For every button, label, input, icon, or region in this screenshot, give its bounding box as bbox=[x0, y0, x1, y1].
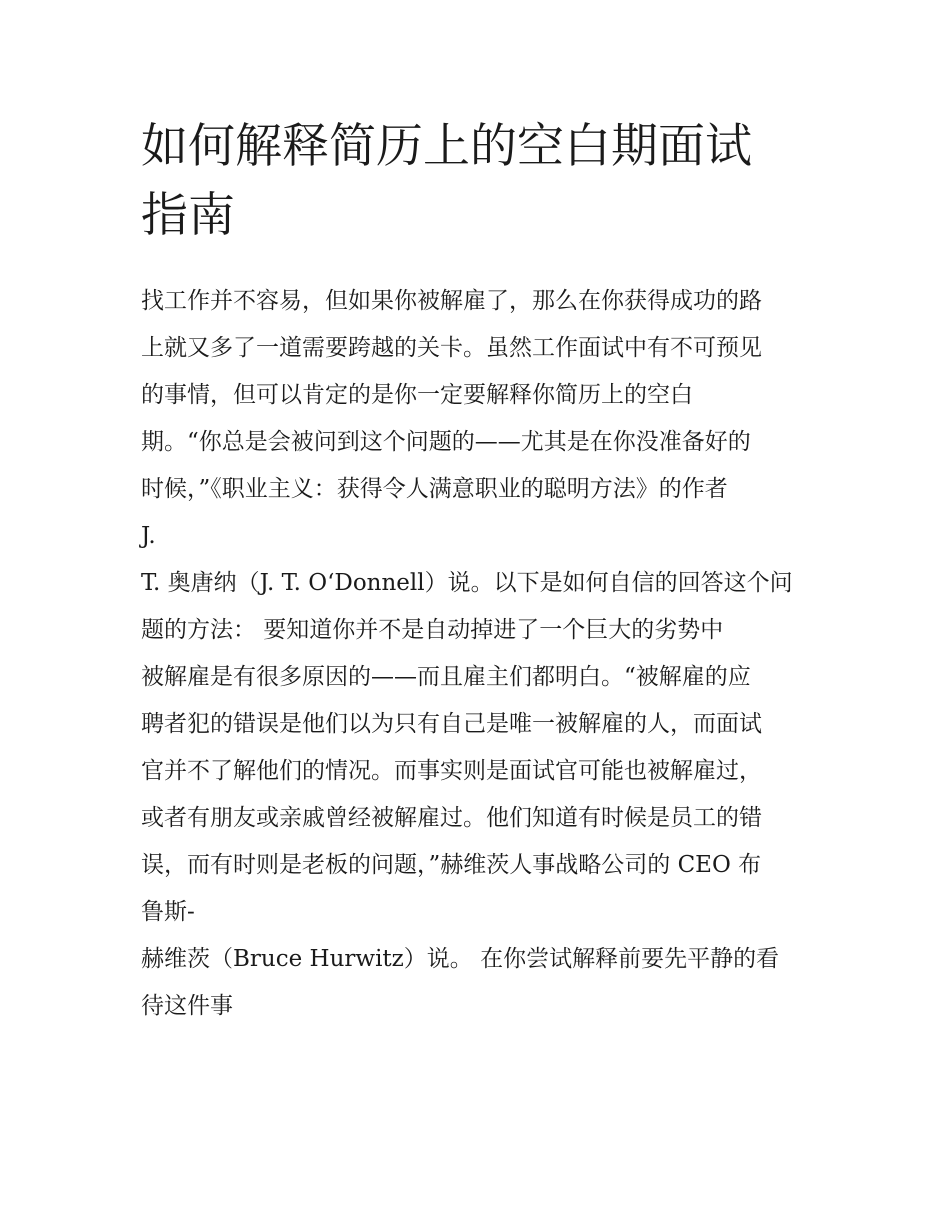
body-line: 聘者犯的错误是他们以为只有自己是唯一被解雇的人，而面试 bbox=[141, 711, 762, 737]
body-line: 官并不了解他们的情况。而事实则是面试官可能也被解雇过， bbox=[141, 758, 762, 784]
body-line: T. 奥唐纳（J. T. O‘Donnell）说。以下是如何自信的回答这个问 bbox=[141, 570, 793, 596]
body-line: 的事情，但可以肯定的是你一定要解释你简历上的空白 bbox=[141, 382, 693, 408]
body-line: 赫维茨（Bruce Hurwitz）说。 在你尝试解释前要先平静的看 bbox=[141, 946, 780, 972]
title-line: 指南 bbox=[141, 188, 235, 243]
body-line: 或者有朋友或亲戚曾经被解雇过。他们知道有时候是员工的错 bbox=[141, 805, 762, 831]
body-line: 上就又多了一道需要跨越的关卡。虽然工作面试中有不可预见 bbox=[141, 335, 762, 361]
body-line: 期。“你总是会被问到这个问题的——尤其是在你没准备好的 bbox=[141, 429, 751, 455]
body-line: 时候，”《职业主义：获得令人满意职业的聪明方法》的作者 bbox=[141, 476, 728, 502]
document-body bbox=[141, 278, 841, 1030]
body-line: 鲁斯- bbox=[141, 899, 195, 925]
body-line: J. bbox=[141, 523, 156, 549]
document-title bbox=[141, 112, 821, 250]
body-line: 误，而有时则是老板的问题，”赫维茨人事战略公司的 CEO 布 bbox=[141, 852, 762, 878]
body-line: 被解雇是有很多原因的——而且雇主们都明白。“被解雇的应 bbox=[141, 664, 751, 690]
body-line: 待这件事 bbox=[141, 993, 233, 1019]
body-line: 题的方法： 要知道你并不是自动掉进了一个巨大的劣势中 bbox=[141, 617, 724, 643]
body-line: 找工作并不容易，但如果你被解雇了，那么在你获得成功的路 bbox=[141, 288, 762, 314]
title-line: 如何解释简历上的空白期面试 bbox=[141, 119, 752, 174]
